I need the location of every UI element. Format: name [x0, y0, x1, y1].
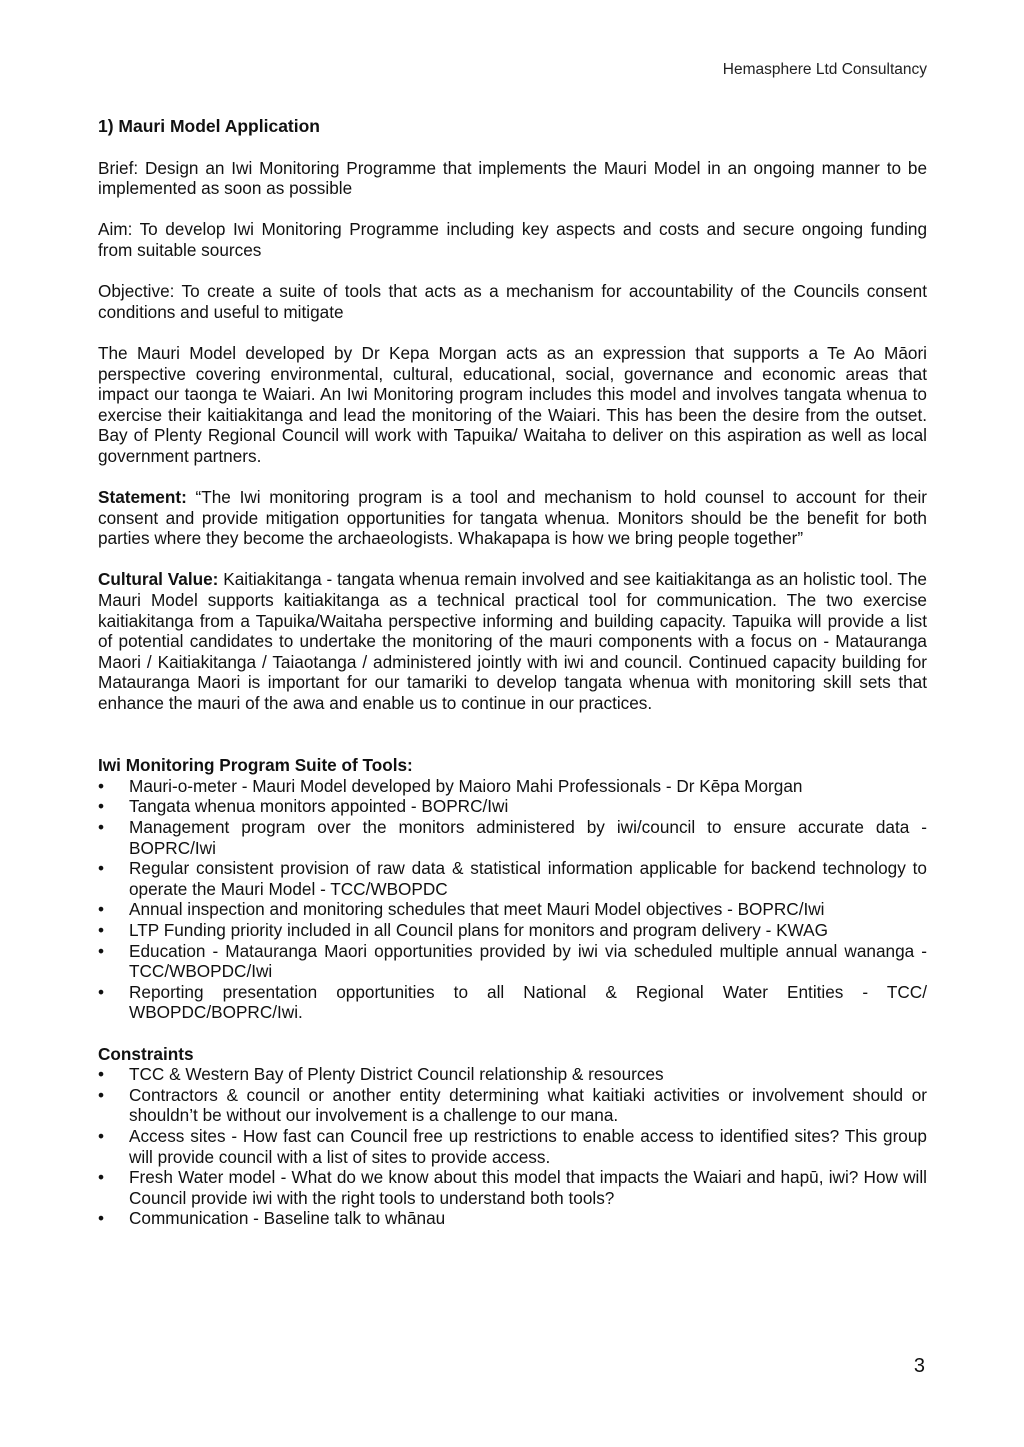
bullet: •: [98, 1064, 105, 1085]
constraints-list: [98, 1064, 927, 1229]
list-item: • Regular consistent provision of raw data & statistical information applicable for backend technology to operate the Mauri Model - TCC/WBOPDC: [98, 858, 927, 899]
list-item: • Annual inspection and monitoring schedules that meet Mauri Model objectives - BOPRC/Iwi: [98, 899, 825, 920]
page-number: 3: [913, 1355, 925, 1377]
bullet: •: [98, 940, 105, 961]
list-item: • Access sites - How fast can Council free up restrictions to enable access to identified sites? This group will provide council with a list of sites to provide access.: [98, 1125, 927, 1167]
bullet: •: [98, 775, 105, 796]
bullet: •: [98, 858, 105, 879]
statement-text: “The Iwi monitoring program is a tool and mechanism to hold counsel to account for their consent and provide mitigation opportunities for tangata whenua. Monitors should be the benefit for both parties where they become the archaeologists. Whakapapa is how we bring people together”: [98, 487, 927, 549]
aim-paragraph: Aim: To develop Iwi Monitoring Programme including key aspects and costs and secure ongoing funding from suitable sources: [98, 219, 927, 260]
list-item: • LTP Funding priority included in all Council plans for monitors and program delivery - KWAG: [98, 919, 828, 940]
list-item: • Fresh Water model - What do we know about this model that impacts the Waiari and hapū, iwi? How will Council provide iwi with the right tools to understand both tools?: [98, 1167, 927, 1208]
list-item: • Mauri-o-meter - Mauri Model developed by Maioro Mahi Professionals - Dr Kēpa Morgan: [98, 775, 803, 796]
document-body: [98, 116, 927, 1249]
tools-list: [98, 776, 927, 1023]
list-item: • Tangata whenua monitors appointed - BOPRC/Iwi: [98, 796, 509, 817]
list-item: • TCC & Western Bay of Plenty District Council relationship & resources: [98, 1064, 664, 1085]
statement-label: Statement:: [98, 487, 187, 508]
bullet: •: [98, 1084, 105, 1105]
bullet: •: [98, 1167, 105, 1188]
mauri-model-paragraph: The Mauri Model developed by Dr Kepa Morgan acts as an expression that supports a Te Ao Māori perspective covering environmental, cultural, educational, social, governance and economic areas that impact our taonga te Waiari. An Iwi Monitoring program includes this model and involves tangata whenua to exercise their kaitiakitanga and lead the monitoring of the Waiari. This has been the desire from the outset. Bay of Plenty Regional Council will work with Tapuika/ Waitaha to deliver on this aspiration as well as local government partners.: [98, 342, 927, 466]
cultural-value-label: Cultural Value:: [98, 569, 219, 590]
bullet: •: [98, 981, 105, 1002]
bullet: •: [98, 817, 105, 837]
brief-paragraph: Brief: Design an Iwi Monitoring Programme that implements the Mauri Model in an ongoing manner to be implemented as soon as possible: [98, 157, 927, 199]
cultural-value-text: Kaitiakitanga - tangata whenua remain involved and see kaitiakitanga as an holistic tool. The Mauri Model supports kaitiakitanga as a technical practical tool for communication. The two exercise kaitiakitanga from a Tapuika/Waitaha perspective informing and building capacity. Tapuika will provide a list of potential candidates to undertake the monitoring of the mauri components with a focus on - Matauranga Maori / Kaitiakitanga / Taiaotanga / administered jointly with iwi and council. Continued capacity building for Matauranga Maori is important for our tamariki to develop tangata whenua with monitoring skill sets that enhance the mauri of the awa and enable us to continue in our practices.: [98, 569, 927, 714]
cultural-value-paragraph: [98, 569, 927, 713]
list-item: • Communication - Baseline talk to whānau: [98, 1208, 446, 1229]
bullet: •: [98, 1125, 105, 1146]
bullet: •: [98, 919, 105, 940]
bullet: •: [98, 796, 105, 817]
page-header: Hemasphere Ltd Consultancy: [722, 61, 927, 78]
tools-title: Iwi Monitoring Program Suite of Tools:: [98, 755, 413, 776]
list-item: • Contractors & council or another entity determining what kaitiaki activities or involvement should or shouldn’t be without our involvement is a challenge to our mana.: [98, 1084, 927, 1126]
list-item: • Management program over the monitors administered by iwi/council to ensure accurate data - BOPRC/Iwi: [98, 817, 927, 858]
objective-paragraph: Objective: To create a suite of tools that acts as a mechanism for accountability of the Councils consent conditions and useful to mitigate: [98, 281, 927, 322]
list-item: • Education - Matauranga Maori opportunities provided by iwi via scheduled multiple annual wananga - TCC/WBOPDC/Iwi: [98, 940, 927, 982]
bullet: •: [98, 899, 105, 920]
bullet: •: [98, 1208, 105, 1229]
section-title: 1) Mauri Model Application: [98, 116, 320, 136]
list-item: • Reporting presentation opportunities to all National & Regional Water Entities - TCC/ WBOPDC/BOPRC/Iwi.: [98, 981, 927, 1023]
statement-paragraph: [98, 487, 927, 549]
constraints-title: Constraints: [98, 1043, 194, 1064]
